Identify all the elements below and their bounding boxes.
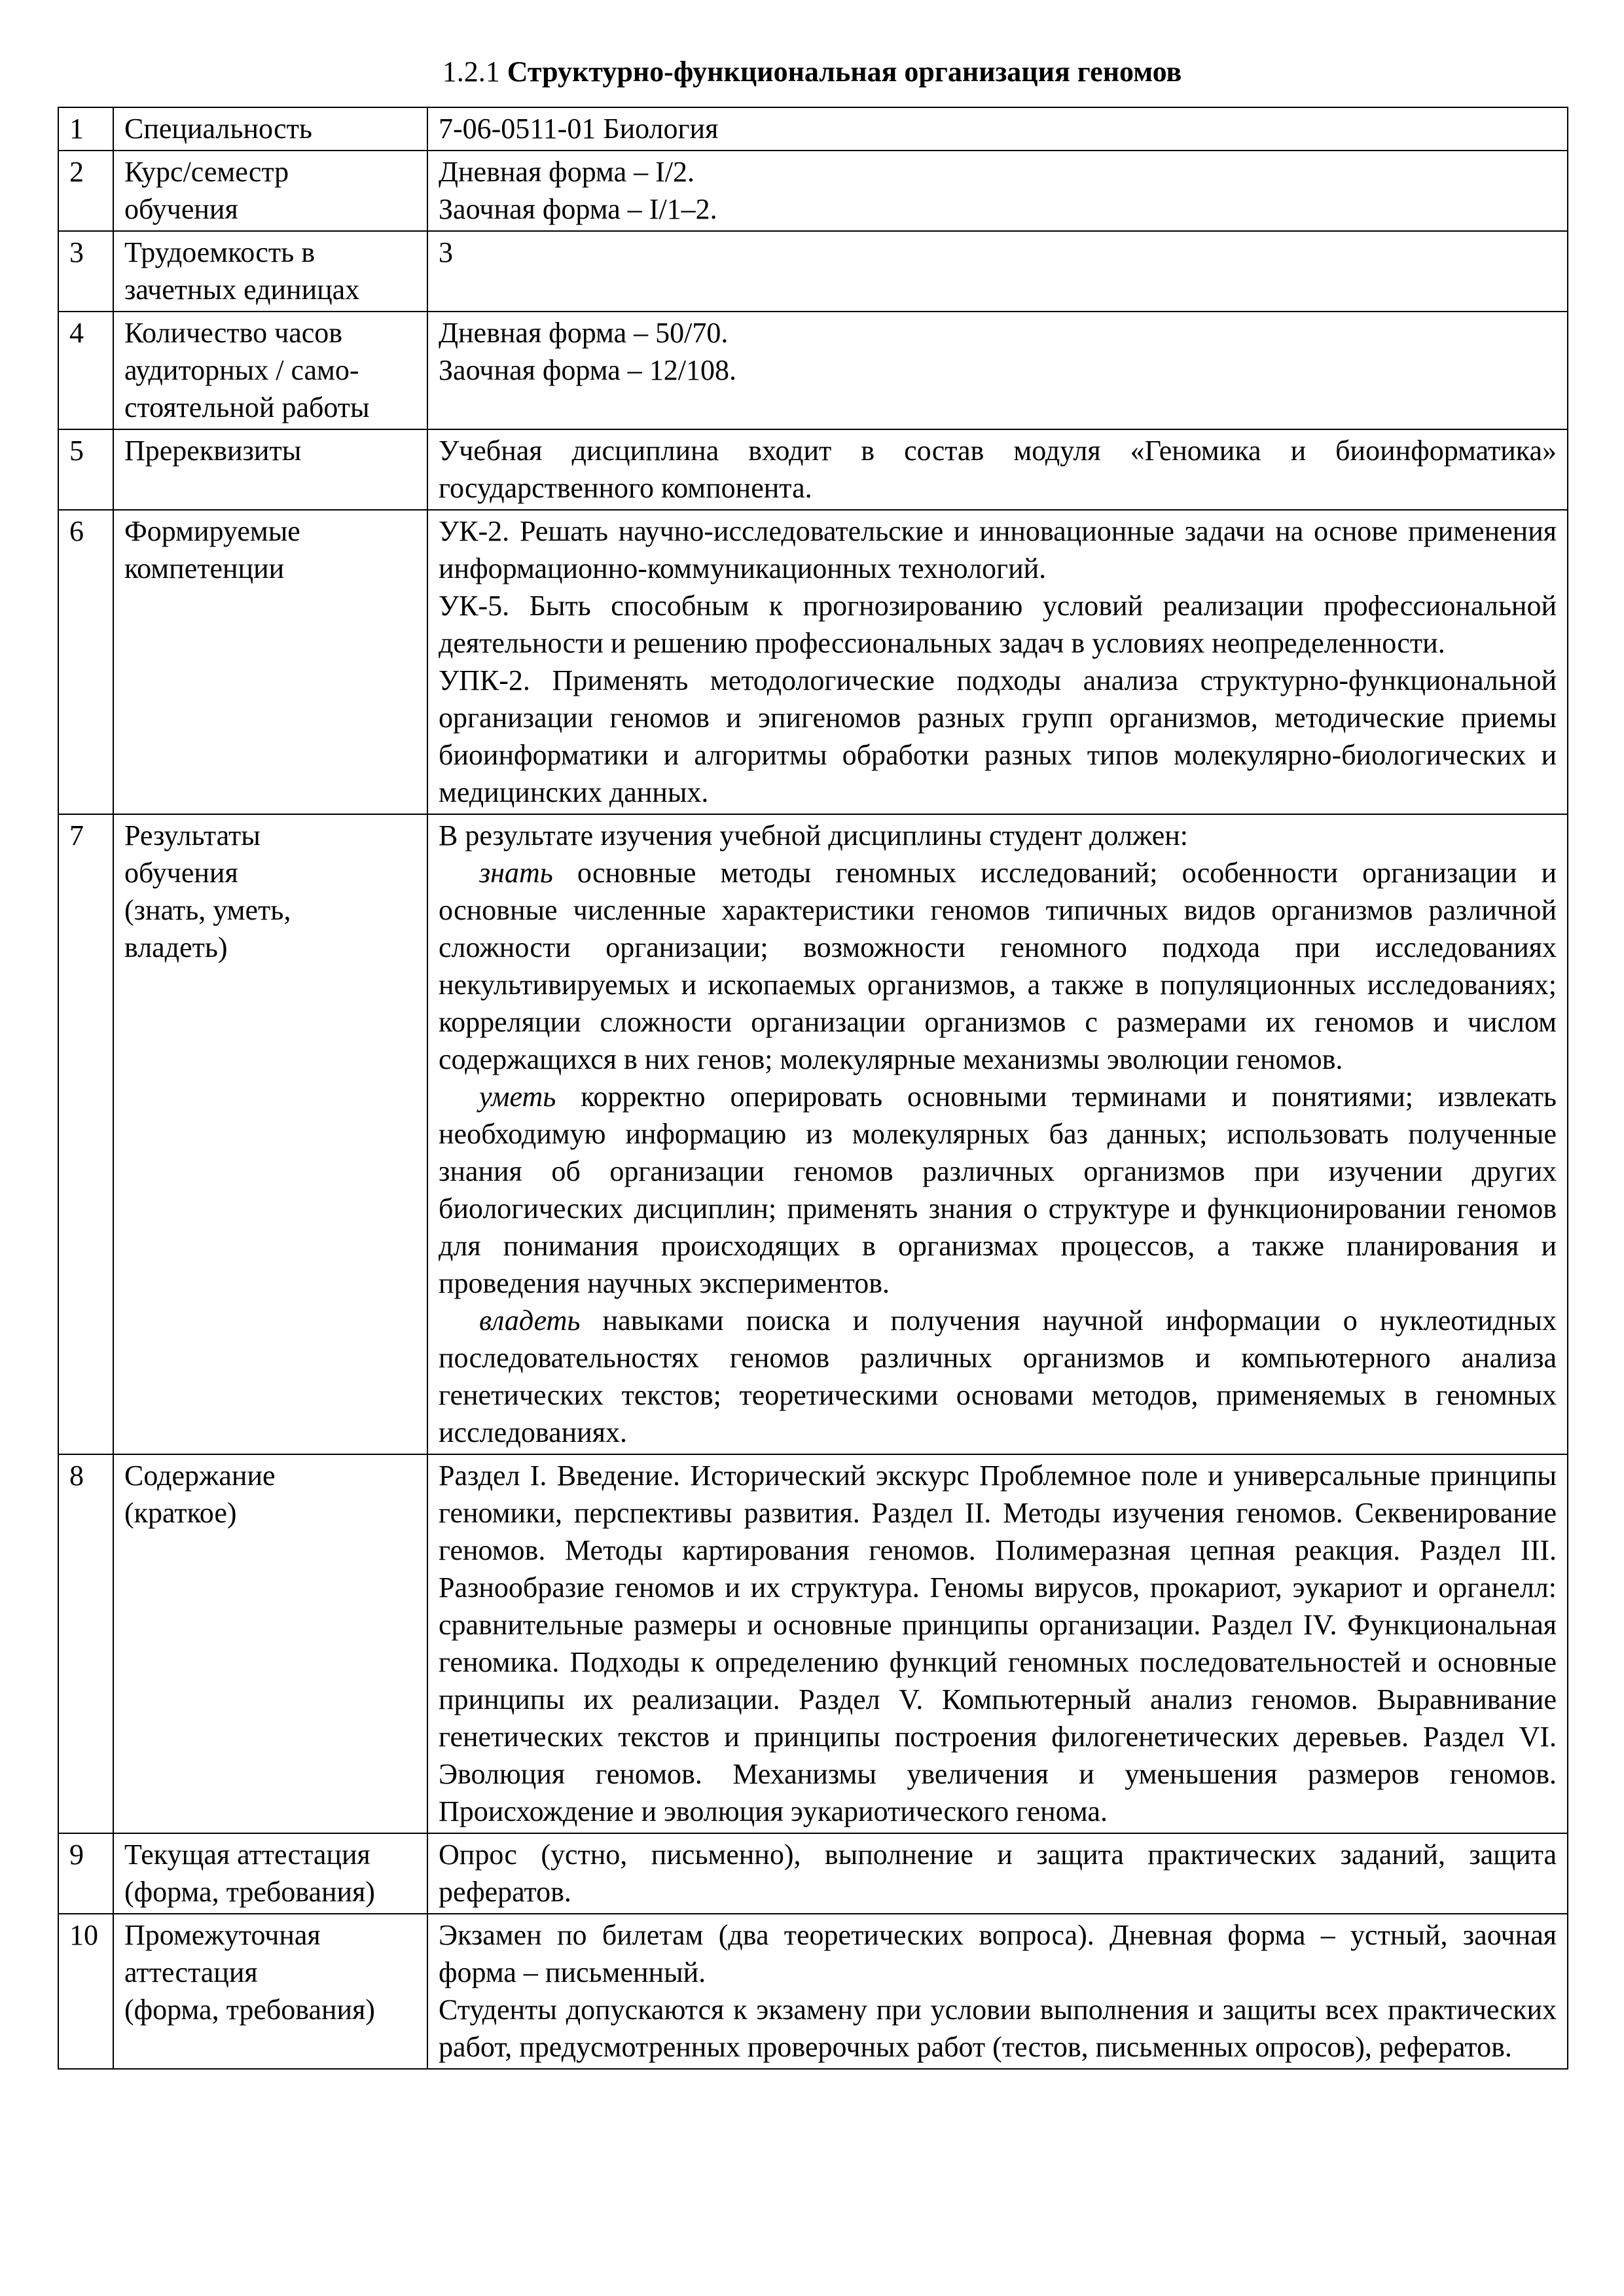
- content-paragraph: Раздел I. Введение. Исторический экскурс Проблемное поле и универсальные принципы геномики, перспективы развития. Раздел II. Методы изучения геномов. Секвенирование геномов. Методы картирования геномов. Полимеразная цепная реакция. Раздел III. Разнообразие геномов и их структура. Геномы вирусов, прокариот, эукариот и органелл: сравнительные размеры и основные принципы организации. Раздел IV. Функциональная геномика. Подходы к определению функций геномных последовательностей и основные принципы их реализации. Раздел V. Компьютерный анализ геномов. Выравнивание генетических текстов и принципы построения филогенетических деревьев. Раздел VI. Эволюция геномов. Механизмы увеличения и уменьшения размеров геномов. Происхождение и эволюция эукариотического генома.: [439, 1460, 1557, 1827]
- row-label: [113, 814, 427, 1454]
- results-can: [439, 1078, 1557, 1302]
- value-paragraph: Заочная форма – 12/108.: [439, 354, 737, 386]
- row-number: 10: [58, 1914, 113, 2069]
- row-value: [427, 107, 1568, 151]
- row-label-line: Промежуточная: [124, 1919, 321, 1951]
- row-label: [113, 107, 427, 151]
- row-label-line: (форма, требования): [124, 1994, 375, 2026]
- row-label-line: Текущая аттестация: [124, 1839, 370, 1871]
- value-paragraph: Экзамен по билетам (два теоретических вопроса). Дневная форма – устный, заочная форма – письменный.: [439, 1919, 1557, 1988]
- row-number: 6: [58, 510, 113, 814]
- row-label-line: Курс/семестр: [124, 156, 289, 188]
- row-value: [427, 151, 1568, 231]
- row-number: 1: [58, 107, 113, 151]
- competence-paragraph: УПК-2. Применять методологические подходы анализа структурно-функциональной организации геномов и эпигеномов разных групп организмов, методические приемы биоинформатики и алгоритмы обработки разных типов молекулярно-биологических и медицинских данных.: [439, 664, 1557, 808]
- table-row: [58, 312, 1568, 429]
- value-paragraph: Дневная форма – 50/70.: [439, 317, 729, 349]
- row-value: [427, 1914, 1568, 2069]
- row-label-line: Результаты: [124, 819, 261, 852]
- row-label-line: (форма, требования): [124, 1876, 375, 1908]
- table-row: [58, 107, 1568, 151]
- competence-paragraph: УК-5. Быть способным к прогнозированию условий реализации профессиональной деятельности и решению профессиональных задач в условиях неопределенности.: [439, 590, 1557, 659]
- row-label-line: обучения: [124, 857, 238, 889]
- row-label-line: Формируемые: [124, 515, 300, 547]
- document-title: [0, 54, 1624, 90]
- row-value: [427, 510, 1568, 814]
- row-number: 2: [58, 151, 113, 231]
- results-can-text: корректно оперировать основными терминами и понятиями; извлекать необходимую информацию из молекулярных баз данных; использовать полученные знания об организации геномов различных организмов при изучении других биологических дисциплин; применять знания о структуре и функционировании геномов для понимания происходящих в организмах процессов, а также планирования и проведения научных экспериментов.: [439, 1081, 1557, 1299]
- row-label-line: Трудоемкость в: [124, 236, 315, 268]
- row-label-line: зачетных единицах: [124, 274, 360, 306]
- table-row: [58, 814, 1568, 1454]
- table-row: [58, 1833, 1568, 1914]
- row-number: 7: [58, 814, 113, 1454]
- table-row: [58, 429, 1568, 510]
- row-label: [113, 429, 427, 510]
- row-number: 8: [58, 1454, 113, 1833]
- row-label: [113, 1833, 427, 1914]
- row-label-line: аудиторных / само-: [124, 354, 359, 386]
- row-label: [113, 312, 427, 429]
- competence-paragraph: УК-2. Решать научно-исследовательские и инновационные задачи на основе применения информационно-коммуникационных технологий.: [439, 515, 1557, 584]
- row-label: [113, 1454, 427, 1833]
- value-paragraph: 7-06-0511-01 Биология: [439, 113, 719, 145]
- table-row: [58, 231, 1568, 312]
- title-name: Структурно-функциональная организация геномов: [507, 56, 1182, 88]
- row-label-line: компетенции: [124, 552, 285, 584]
- results-own-lead: владеть: [479, 1304, 581, 1336]
- results-can-lead: уметь: [479, 1081, 556, 1113]
- row-label-line: Специальность: [124, 113, 312, 145]
- row-value: [427, 1833, 1568, 1914]
- row-value: [427, 814, 1568, 1454]
- results-know: [439, 854, 1557, 1078]
- row-label-line: (знать, уметь,: [124, 894, 291, 926]
- row-label-line: (краткое): [124, 1497, 237, 1529]
- results-know-lead: знать: [479, 857, 553, 889]
- value-paragraph: 3: [439, 236, 453, 268]
- results-own-text: навыками поиска и получения научной информации о нуклеотидных последовательностях геномов различных организмов и компьютерного анализа генетических текстов; теоретическими основами методов, применяемых в геномных исследованиях.: [439, 1304, 1557, 1448]
- row-number: 9: [58, 1833, 113, 1914]
- row-label-line: Содержание: [124, 1460, 276, 1492]
- table-row: [58, 510, 1568, 814]
- value-paragraph: Заочная форма – I/1–2.: [439, 193, 717, 225]
- row-number: 5: [58, 429, 113, 510]
- row-label: [113, 231, 427, 312]
- discipline-table: [58, 107, 1568, 2070]
- row-label: [113, 1914, 427, 2069]
- title-number: 1.2.1: [442, 56, 500, 88]
- value-paragraph: Дневная форма – I/2.: [439, 156, 695, 188]
- table-row: [58, 1914, 1568, 2069]
- row-label: [113, 151, 427, 231]
- row-label-line: Пререквизиты: [124, 435, 302, 467]
- row-label-line: стоятельной работы: [124, 391, 370, 423]
- row-label-line: аттестация: [124, 1956, 258, 1988]
- value-paragraph: Учебная дисциплина входит в состав модуля «Геномика и биоинформатика» государственного компонента.: [439, 435, 1557, 504]
- table-row: [58, 151, 1568, 231]
- row-value: [427, 429, 1568, 510]
- table-row: [58, 1454, 1568, 1833]
- row-label-line: владеть): [124, 931, 228, 963]
- value-paragraph: Студенты допускаются к экзамену при условии выполнения и защиты всех практических работ, предусмотренных проверочных работ (тестов, письменных опросов), рефератов.: [439, 1994, 1557, 2063]
- row-value: [427, 1454, 1568, 1833]
- row-value: [427, 231, 1568, 312]
- row-number: 4: [58, 312, 113, 429]
- row-value: [427, 312, 1568, 429]
- row-label-line: Количество часов: [124, 317, 343, 349]
- row-number: 3: [58, 231, 113, 312]
- results-intro: В результате изучения учебной дисциплины студент должен:: [439, 819, 1189, 852]
- value-paragraph: Опрос (устно, письменно), выполнение и защита практических заданий, защита рефератов.: [439, 1839, 1557, 1908]
- row-label-line: обучения: [124, 193, 238, 225]
- results-know-text: основные методы геномных исследований; особенности организации и основные численные характеристики геномов типичных видов организмов различной сложности организации; возможности геномного подхода при исследованиях некультивируемых и ископаемых организмов, а также в популяционных исследованиях; корреляции сложности организации организмов с размерами их геномов и числом содержащихся в них генов; молекулярные механизмы эволюции геномов.: [439, 857, 1557, 1075]
- row-label: [113, 510, 427, 814]
- results-own: [439, 1302, 1557, 1451]
